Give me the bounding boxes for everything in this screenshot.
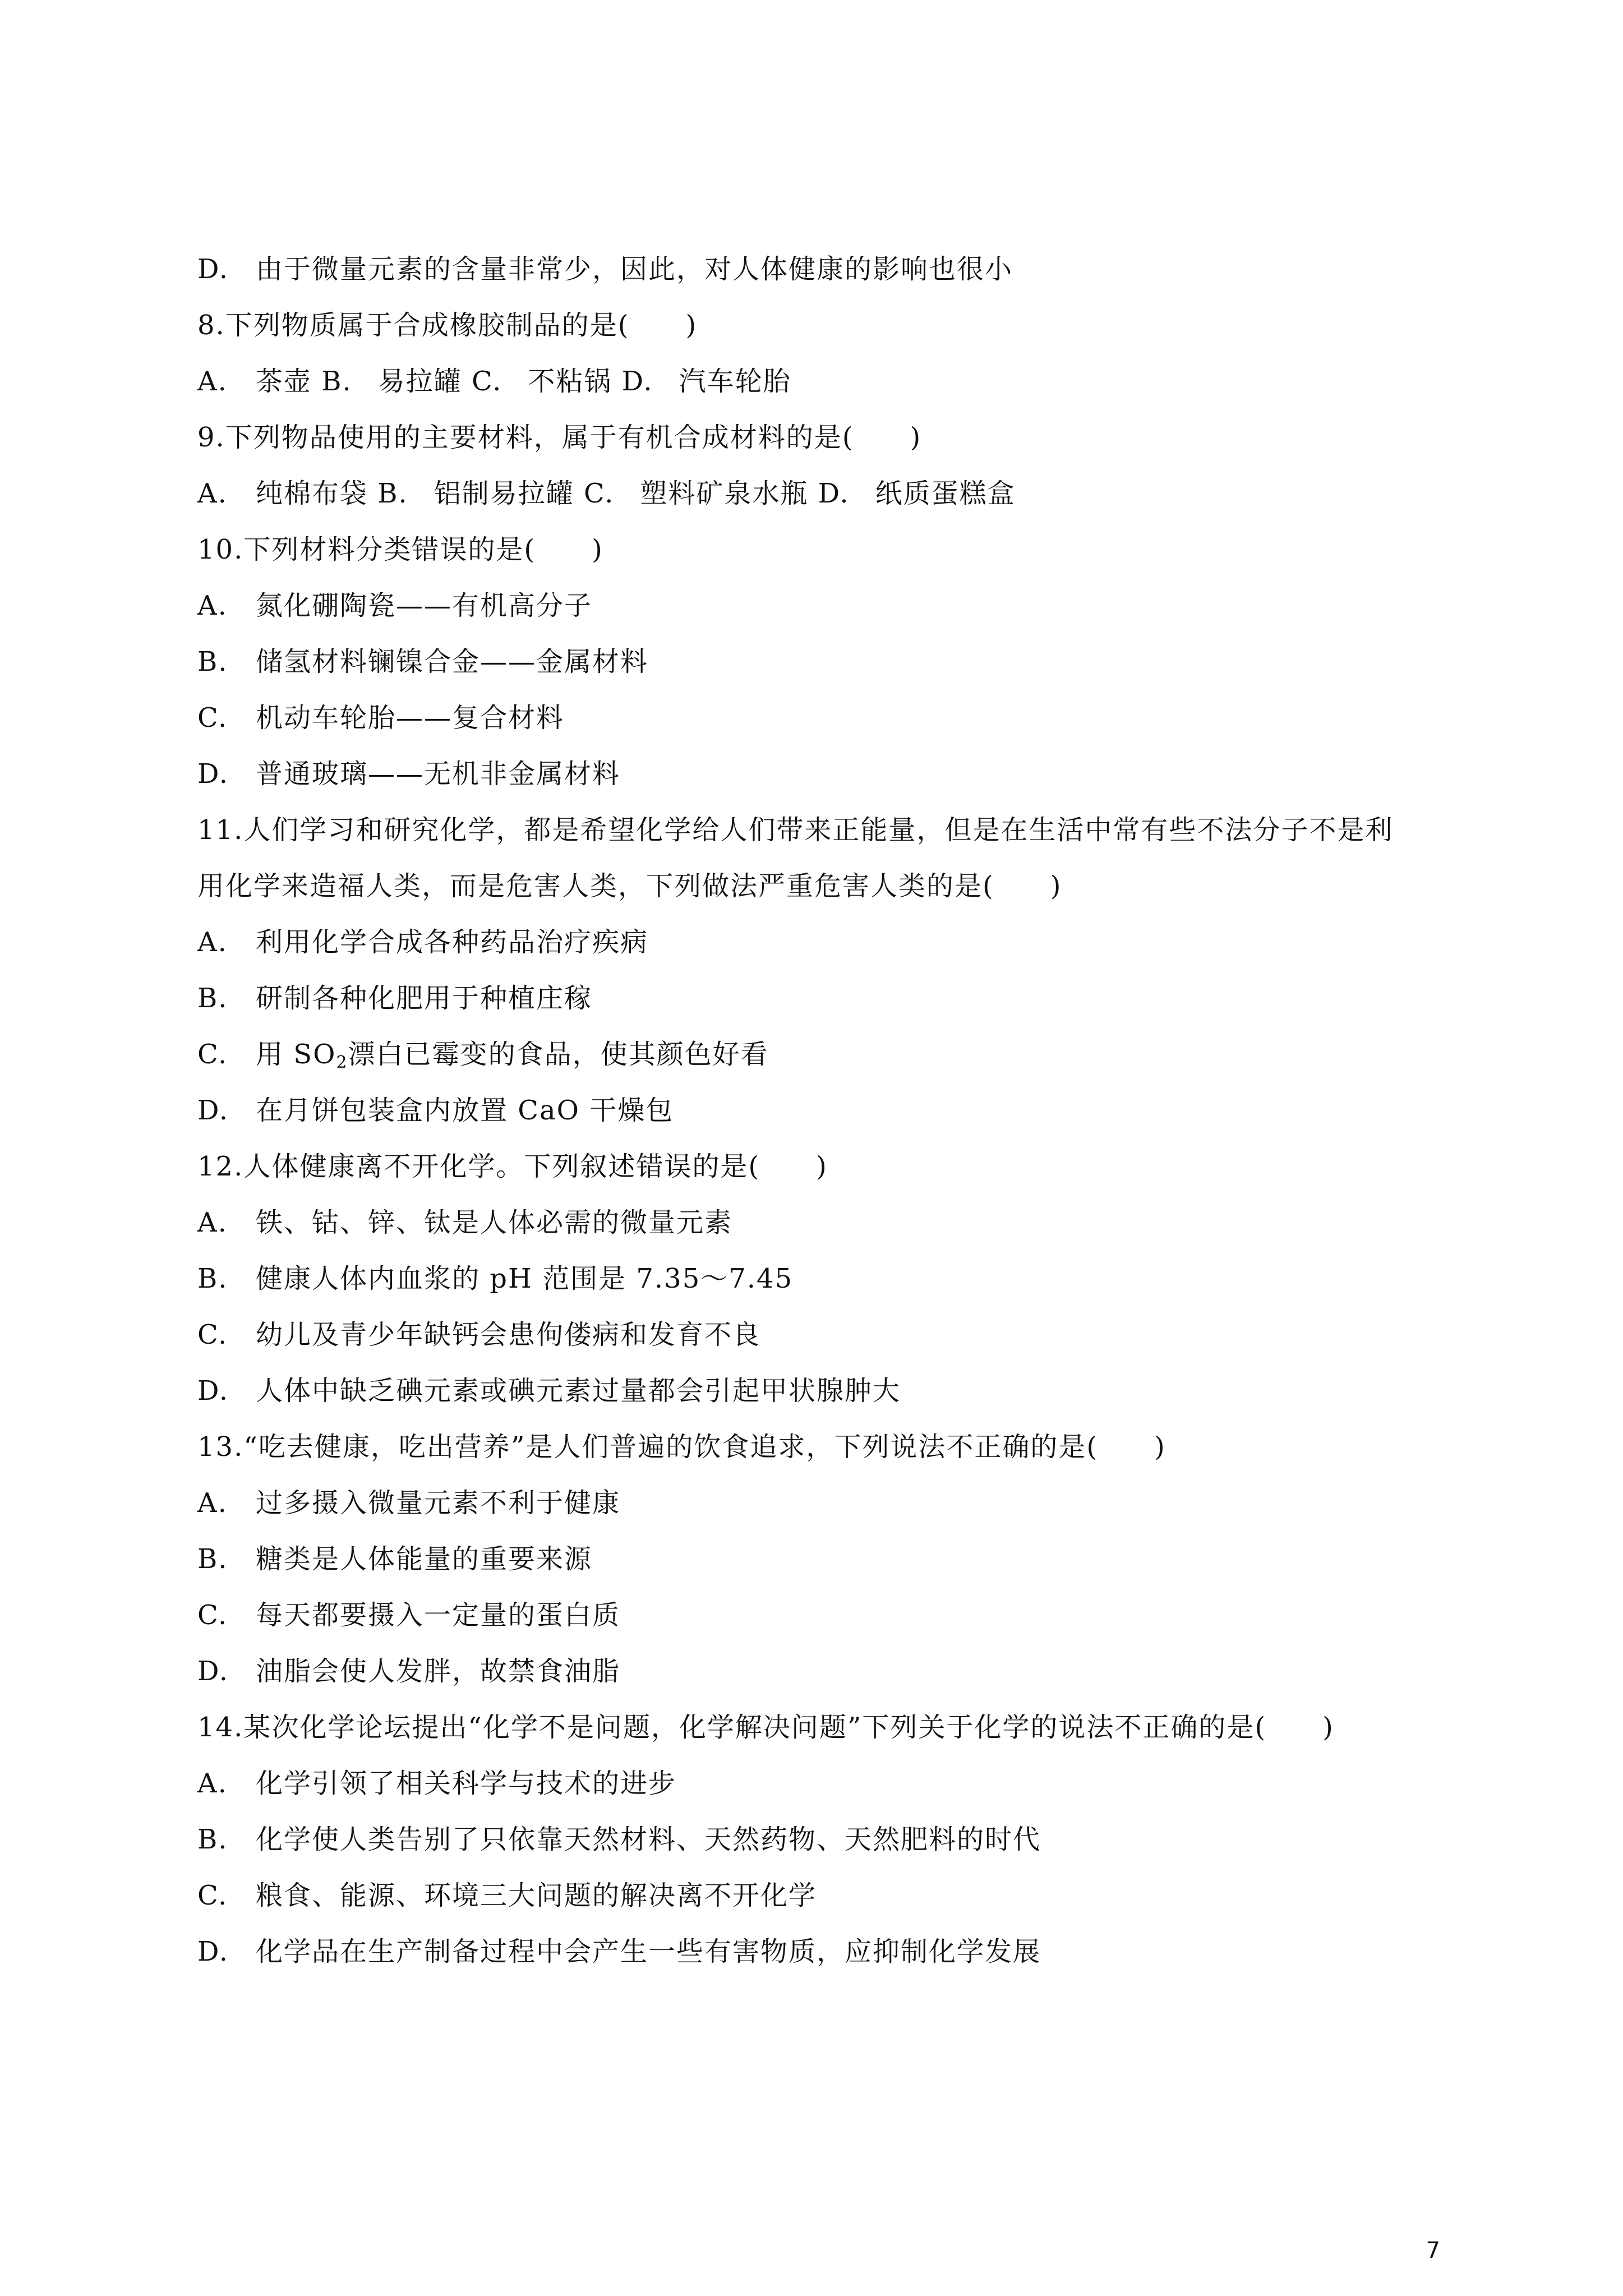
option-letter: D. — [197, 1375, 229, 1407]
option-letter: D. — [197, 1095, 229, 1126]
option-text: 机动车轮胎——复合材料 — [256, 702, 565, 734]
q12-option-b — [197, 1251, 1459, 1307]
option-d-text: 纸质蛋糕盒 — [875, 478, 1016, 509]
option-letter: D. — [197, 1656, 229, 1687]
option-text: 粮食、能源、环境三大问题的解决离不开化学 — [256, 1880, 817, 1911]
option-c-text: 塑料矿泉水瓶 D. — [640, 478, 850, 509]
option-letter: C. — [197, 1039, 228, 1070]
q13-option-c — [197, 1587, 1459, 1643]
q11-stem-line1: 11.人们学习和研究化学，都是希望化学给人们带来正能量，但是在生活中常有些不法分子不是利 — [197, 814, 1394, 846]
option-a-text: 茶壶 B. — [256, 366, 352, 397]
option-text: 健康人体内血浆的 pH 范围是 7.35～7.45 — [256, 1263, 794, 1294]
q12-stem: 12.人体健康离不开化学。下列叙述错误的是( ) — [197, 1151, 828, 1182]
q10-option-b — [197, 634, 1459, 690]
option-text: 化学引领了相关科学与技术的进步 — [256, 1768, 677, 1799]
page-content — [197, 241, 1459, 1980]
q8-options — [197, 353, 1459, 409]
option-text: 在月饼包装盒内放置 CaO 干燥包 — [256, 1095, 674, 1126]
option-letter: A. — [197, 926, 228, 958]
q13-option-b — [197, 1531, 1459, 1587]
option-letter: A. — [197, 590, 228, 621]
q11-option-b — [197, 970, 1459, 1026]
q11-option-c — [197, 1026, 1459, 1082]
q8-stem: 8.下列物质属于合成橡胶制品的是( ) — [197, 310, 698, 341]
option-letter: C. — [197, 1880, 228, 1911]
page-number: 7 — [1426, 2238, 1440, 2263]
q14-option-d — [197, 1924, 1459, 1980]
q13-option-a — [197, 1475, 1459, 1531]
q12-option-c — [197, 1307, 1459, 1363]
option-letter: A. — [197, 478, 228, 509]
q10-option-d — [197, 746, 1459, 802]
option-letter: B. — [197, 1543, 228, 1575]
option-text: 每天都要摄入一定量的蛋白质 — [256, 1599, 621, 1631]
subscript: 2 — [336, 1053, 348, 1072]
option-text: 铁、钴、锌、钛是人体必需的微量元素 — [256, 1207, 733, 1238]
q14-option-a — [197, 1755, 1459, 1811]
option-letter: C. — [197, 1319, 228, 1350]
q10-option-a — [197, 578, 1459, 634]
option-text-pre: 用 SO — [256, 1039, 336, 1070]
q7-option-d — [197, 241, 1459, 297]
option-letter: D. — [197, 758, 229, 790]
option-a-text: 纯棉布袋 B. — [256, 478, 408, 509]
option-text: 过多摄入微量元素不利于健康 — [256, 1487, 621, 1519]
option-text-post: 漂白已霉变的食品，使其颜色好看 — [348, 1039, 769, 1070]
option-text: 油脂会使人发胖，故禁食油脂 — [256, 1656, 621, 1687]
option-text: 化学使人类告别了只依靠天然材料、天然药物、天然肥料的时代 — [256, 1824, 1041, 1855]
option-text: 人体中缺乏碘元素或碘元素过量都会引起甲状腺肿大 — [256, 1375, 901, 1407]
option-text: 普通玻璃——无机非金属材料 — [256, 758, 621, 790]
option-letter: C. — [197, 1599, 228, 1631]
q11-stem-line2: 用化学来造福人类，而是危害人类，下列做法严重危害人类的是( ) — [197, 870, 1062, 902]
q14-option-c — [197, 1868, 1459, 1924]
q12-option-d — [197, 1363, 1459, 1419]
option-b-text: 铝制易拉罐 C. — [434, 478, 615, 509]
option-text: 储氢材料镧镍合金——金属材料 — [256, 646, 649, 677]
option-text: 化学品在生产制备过程中会产生一些有害物质，应抑制化学发展 — [256, 1936, 1041, 1967]
option-letter: D. — [197, 253, 229, 285]
option-letter: A. — [197, 1207, 228, 1238]
option-letter: A. — [197, 1768, 228, 1799]
option-b-text: 易拉罐 C. — [377, 366, 502, 397]
option-text: 利用化学合成各种药品治疗疾病 — [256, 926, 649, 958]
option-text: 由于微量元素的含量非常少，因此，对人体健康的影响也很小 — [256, 253, 1013, 285]
q14-option-b — [197, 1811, 1459, 1868]
option-text: 幼儿及青少年缺钙会患佝偻病和发育不良 — [256, 1319, 761, 1350]
q9-stem: 9.下列物品使用的主要材料，属于有机合成材料的是( ) — [197, 422, 922, 453]
q11-option-d — [197, 1082, 1459, 1138]
option-c-text: 不粘锅 D. — [528, 366, 653, 397]
q14-stem: 14.某次化学论坛提出“化学不是问题，化学解决问题”下列关于化学的说法不正确的是( ) — [197, 1712, 1334, 1743]
option-text: 糖类是人体能量的重要来源 — [256, 1543, 593, 1575]
option-letter: B. — [197, 1263, 228, 1294]
option-letter: A. — [197, 366, 228, 397]
q10-stem: 10.下列材料分类错误的是( ) — [197, 534, 603, 565]
option-letter: D. — [197, 1936, 229, 1967]
option-text: 氮化硼陶瓷——有机高分子 — [256, 590, 593, 621]
option-letter: B. — [197, 1824, 228, 1855]
q9-options — [197, 465, 1459, 522]
q11-option-a — [197, 914, 1459, 970]
option-letter: A. — [197, 1487, 228, 1519]
option-letter: B. — [197, 983, 228, 1014]
q13-stem: 13.“吃去健康，吃出营养”是人们普遍的饮食追求，下列说法不正确的是( ) — [197, 1431, 1166, 1463]
q13-option-d — [197, 1643, 1459, 1699]
q12-option-a — [197, 1195, 1459, 1251]
option-d-text: 汽车轮胎 — [679, 366, 791, 397]
option-letter: C. — [197, 702, 228, 734]
option-letter: B. — [197, 646, 228, 677]
option-text: 研制各种化肥用于种植庄稼 — [256, 983, 593, 1014]
q10-option-c — [197, 690, 1459, 746]
